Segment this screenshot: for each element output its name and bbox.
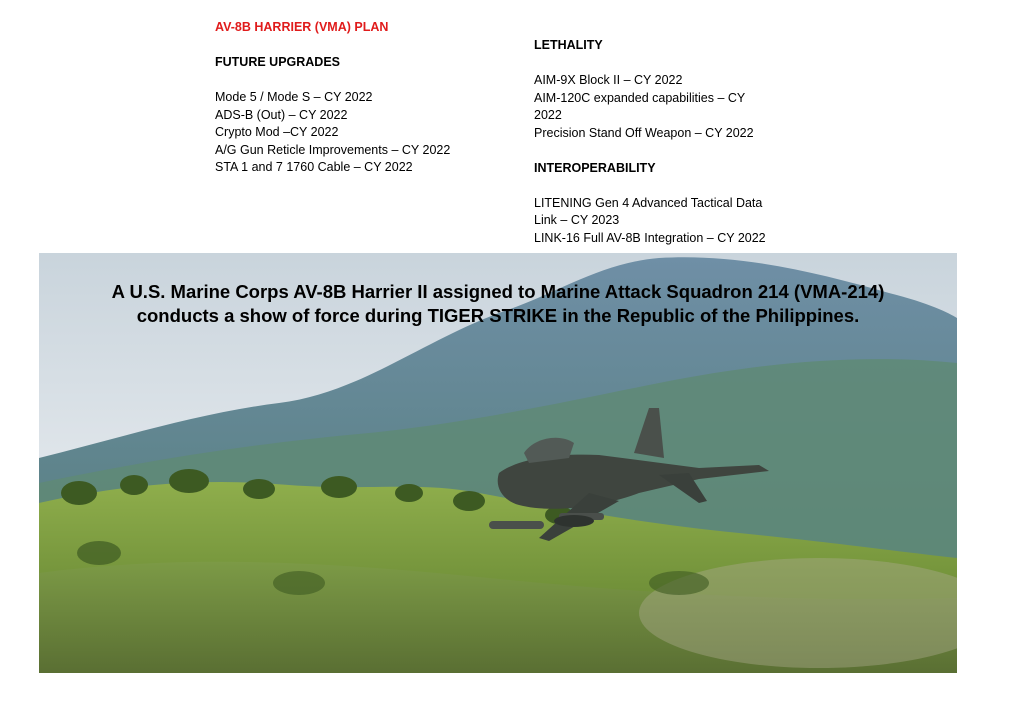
left-column	[215, 19, 515, 177]
lethality-line: AIM-120C expanded capabilities – CY	[534, 90, 746, 105]
plan-title: AV-8B HARRIER (VMA) PLAN	[215, 20, 389, 34]
lethality-line: Precision Stand Off Weapon – CY 2022	[534, 125, 754, 140]
lethality-line: AIM-9X Block II – CY 2022	[534, 73, 683, 87]
photo-caption	[39, 280, 957, 328]
interoperability-line: LINK-16 Full AV-8B Integration – CY 2022	[534, 230, 766, 245]
right-column	[534, 37, 784, 247]
interoperability-line: LITENING Gen 4 Advanced Tactical Data	[534, 195, 763, 210]
upgrade-item: STA 1 and 7 1760 Cable – CY 2022	[215, 160, 413, 174]
interoperability-heading: INTEROPERABILITY	[534, 160, 656, 175]
harrier-photo	[39, 253, 957, 673]
lethality-line: 2022	[534, 108, 562, 122]
future-upgrades-heading: FUTURE UPGRADES	[215, 55, 341, 69]
upgrade-item: Crypto Mod –CY 2022	[215, 125, 339, 139]
upgrade-item: ADS-B (Out) – CY 2022	[215, 107, 348, 122]
upgrade-item: Mode 5 / Mode S – CY 2022	[215, 90, 373, 104]
caption-line-2: conducts a show of force during TIGER STRIKE in the Republic of the Philippines.	[136, 305, 860, 326]
caption-line-1: A U.S. Marine Corps AV-8B Harrier II assigned to Marine Attack Squadron 214 (VMA-214)	[111, 281, 885, 302]
lethality-heading: LETHALITY	[534, 38, 603, 52]
upgrade-item: A/G Gun Reticle Improvements – CY 2022	[215, 142, 451, 157]
interoperability-line: Link – CY 2023	[534, 213, 620, 227]
